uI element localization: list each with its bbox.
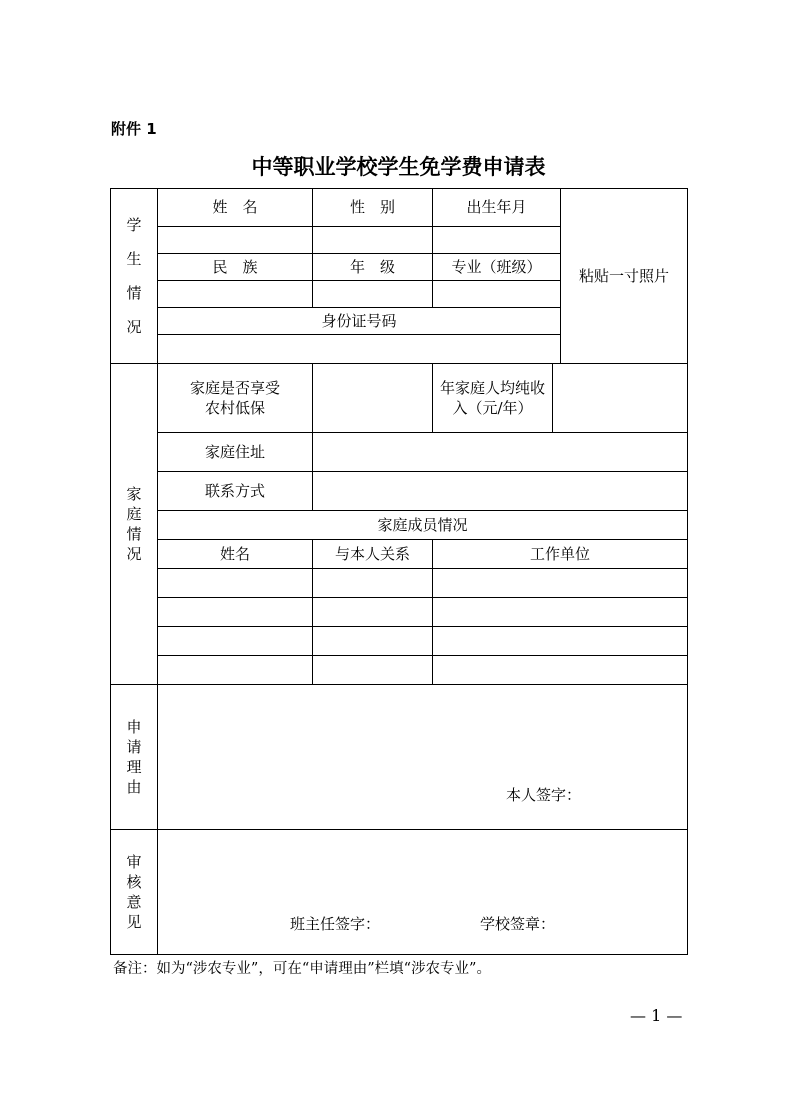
member-relation-field[interactable] bbox=[313, 656, 433, 685]
id-number-field[interactable] bbox=[158, 335, 561, 364]
member-relation-field[interactable] bbox=[313, 627, 433, 656]
rural-low-income-label: 家庭是否享受 农村低保 bbox=[158, 364, 313, 433]
member-work-field[interactable] bbox=[433, 598, 688, 627]
family-section-label: 家 庭 情 况 bbox=[111, 364, 158, 685]
applicant-signature-label: 本人签字： bbox=[506, 786, 582, 804]
member-work-field[interactable] bbox=[433, 627, 688, 656]
per-capita-income-field[interactable] bbox=[553, 364, 688, 433]
name-label: 姓 名 bbox=[158, 189, 313, 227]
per-capita-income-label: 年家庭人均纯收 入（元/年） bbox=[433, 364, 553, 433]
student-section-label: 学 生 情 况 bbox=[111, 189, 158, 364]
school-seal-label: 学校签章： bbox=[480, 915, 556, 933]
grade-field[interactable] bbox=[313, 281, 433, 308]
birth-label: 出生年月 bbox=[433, 189, 561, 227]
address-field[interactable] bbox=[313, 433, 688, 472]
member-work-field[interactable] bbox=[433, 569, 688, 598]
member-name-field[interactable] bbox=[158, 627, 313, 656]
ethnicity-field[interactable] bbox=[158, 281, 313, 308]
contact-label: 联系方式 bbox=[158, 472, 313, 511]
table-row bbox=[111, 627, 688, 656]
member-name-field[interactable] bbox=[158, 598, 313, 627]
table-row bbox=[111, 656, 688, 685]
grade-label: 年 级 bbox=[313, 254, 433, 281]
member-relation-field[interactable] bbox=[313, 569, 433, 598]
reason-field[interactable] bbox=[158, 685, 688, 830]
photo-placeholder: 粘贴一寸照片 bbox=[561, 189, 688, 364]
table-row bbox=[111, 569, 688, 598]
member-name-header: 姓名 bbox=[158, 540, 313, 569]
birth-field[interactable] bbox=[433, 227, 561, 254]
ethnicity-label: 民 族 bbox=[158, 254, 313, 281]
page-number: — 1 — bbox=[630, 1006, 683, 1025]
table-row bbox=[111, 598, 688, 627]
reason-section-label: 申 请 理 由 bbox=[111, 685, 158, 830]
application-form-table bbox=[110, 188, 688, 955]
family-members-title: 家庭成员情况 bbox=[158, 511, 688, 540]
member-work-header: 工作单位 bbox=[433, 540, 688, 569]
member-work-field[interactable] bbox=[433, 656, 688, 685]
gender-label: 性 别 bbox=[313, 189, 433, 227]
member-relation-header: 与本人关系 bbox=[313, 540, 433, 569]
footnote: 备注：如为“涉农专业”，可在“申请理由”栏填“涉农专业”。 bbox=[113, 961, 491, 977]
member-name-field[interactable] bbox=[158, 569, 313, 598]
address-label: 家庭住址 bbox=[158, 433, 313, 472]
member-relation-field[interactable] bbox=[313, 598, 433, 627]
rural-low-income-field[interactable] bbox=[313, 364, 433, 433]
review-section-label: 审 核 意 见 bbox=[111, 830, 158, 955]
major-label: 专业（班级） bbox=[433, 254, 561, 281]
major-field[interactable] bbox=[433, 281, 561, 308]
contact-field[interactable] bbox=[313, 472, 688, 511]
teacher-signature-label: 班主任签字： bbox=[290, 915, 381, 933]
form-title: 中等职业学校学生免学费申请表 bbox=[251, 154, 546, 179]
gender-field[interactable] bbox=[313, 227, 433, 254]
name-field[interactable] bbox=[158, 227, 313, 254]
member-name-field[interactable] bbox=[158, 656, 313, 685]
attachment-label: 附件 1 bbox=[111, 120, 157, 138]
review-field[interactable] bbox=[158, 830, 688, 955]
id-number-label: 身份证号码 bbox=[158, 308, 561, 335]
